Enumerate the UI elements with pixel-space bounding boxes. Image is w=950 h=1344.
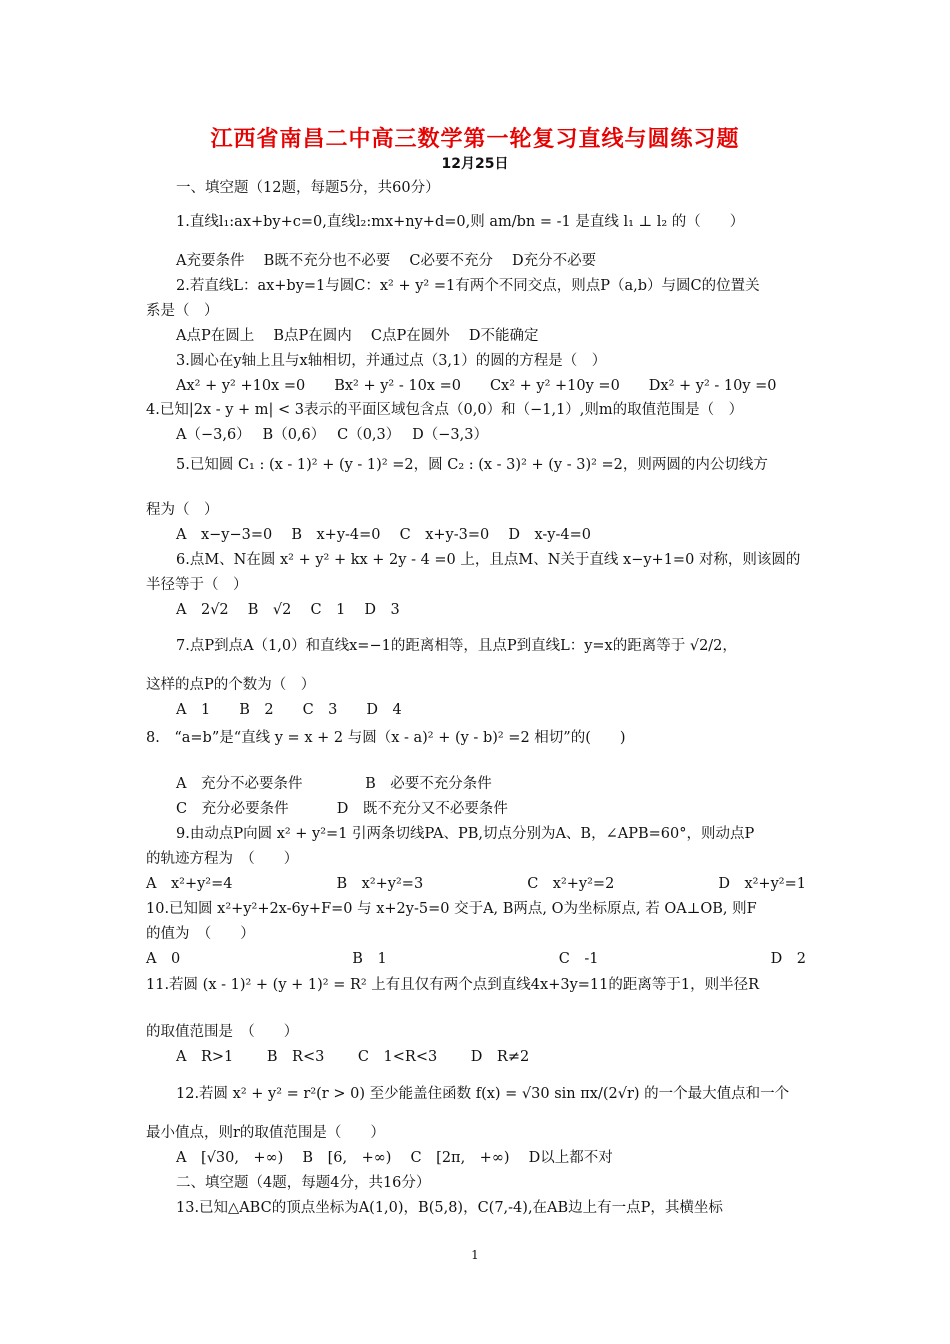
question-8: 8. “a=b”是“直线 y = x + 2 与圆（x - a)² + (y - b)² =2 相切”的( ) xyxy=(146,730,626,746)
section-heading-2: 二、填空题（4题，每题4分，共16分） xyxy=(176,1175,431,1191)
section-heading-1: 一、填空题（12题，每题5分，共60分） xyxy=(176,180,440,196)
question-10-options xyxy=(146,949,806,969)
question-2-line-2: 系是（ ） xyxy=(146,303,219,319)
question-2-options: A点P在圆上 B点P在圆内 C点P在圆外 D不能确定 xyxy=(176,328,539,344)
question-4: 4.已知|2x - y + m| < 3表示的平面区域包含点（0,0）和（−1,1）,则m的取值范围是（ ） xyxy=(146,402,744,418)
question-8-options-2: C 充分必要条件 D 既不充分又不必要条件 xyxy=(176,801,508,817)
question-11-line-1: 11.若圆 (x - 1)² + (y + 1)² = R² 上有且仅有两个点到直线4x+3y=11的距离等于1，则半径R xyxy=(146,977,760,993)
option-b: B x²+y²=3 xyxy=(336,876,424,892)
option-c: C -1 xyxy=(558,951,599,967)
question-3: 3.圆心在y轴上且与x轴相切，并通过点（3,1）的圆的方程是（ ） xyxy=(176,353,607,369)
question-8-options-1: A 充分不必要条件 B 必要不充分条件 xyxy=(176,776,492,792)
question-11-options: A R>1 B R<3 C 1<R<3 D R≠2 xyxy=(176,1049,530,1065)
question-10-line-2: 的值为 （ ） xyxy=(146,926,255,942)
question-6-line-2: 半径等于（ ） xyxy=(146,577,248,593)
question-9-options xyxy=(146,874,806,894)
question-12-line-2: 最小值点，则r的取值范围是（ ） xyxy=(146,1125,385,1141)
question-7-line-1: 7.点P到点A（1,0）和直线x=−1的距离相等，且点P到直线L：y=x的距离等于 √2/2， xyxy=(176,638,737,654)
question-9-line-2: 的轨迹方程为 （ ） xyxy=(146,851,299,867)
question-5-line-2: 程为（ ） xyxy=(146,502,219,518)
question-9-line-1: 9.由动点P向圆 x² + y²=1 引两条切线PA、PB,切点分别为A、B，∠APB=60°，则动点P xyxy=(176,826,755,842)
question-5-options: A x−y−3=0 B x+y-4=0 C x+y-3=0 D x-y-4=0 xyxy=(176,527,591,543)
question-6-options: A 2√2 B √2 C 1 D 3 xyxy=(176,602,400,618)
document-date: 12月25日 xyxy=(441,156,509,172)
question-13: 13.已知△ABC的顶点坐标为A(1,0)，B(5,8)，C(7,-4),在AB边上有一点P，其横坐标 xyxy=(176,1200,723,1216)
question-3-options: Ax² + y² +10x =0 Bx² + y² - 10x =0 Cx² + y² +10y =0 Dx² + y² - 10y =0 xyxy=(176,378,777,394)
option-d: D x²+y²=1 xyxy=(718,876,806,892)
question-10-line-1: 10.已知圆 x²+y²+2x-6y+F=0 与 x+2y-5=0 交于A, B两点, O为坐标原点, 若 OA⊥OB, 则F xyxy=(146,901,757,917)
question-1-options: A充要条件 B既不充分也不必要 C必要不充分 D充分不必要 xyxy=(176,253,597,269)
document-title: 江西省南昌二中高三数学第一轮复习直线与圆练习题 xyxy=(210,127,740,152)
question-6-line-1: 6.点M、N在圆 x² + y² + kx + 2y - 4 =0 上，且点M、N关于直线 x−y+1=0 对称，则该圆的 xyxy=(176,552,801,568)
question-4-options: A（−3,6） B（0,6） C（0,3） D（−3,3） xyxy=(176,427,488,443)
option-a: A x²+y²=4 xyxy=(146,876,233,892)
option-b: B 1 xyxy=(352,951,387,967)
option-a: A 0 xyxy=(146,951,181,967)
question-12-options: A [√30, +∞) B [6, +∞) C [2π, +∞) D以上都不对 xyxy=(176,1150,613,1166)
question-11-line-2: 的取值范围是 （ ） xyxy=(146,1024,299,1040)
question-12-line-1: 12.若圆 x² + y² = r²(r > 0) 至少能盖住函数 f(x) = √30 sin πx/(2√r) 的一个最大值点和一个 xyxy=(176,1086,790,1102)
question-7-line-2: 这样的点P的个数为（ ） xyxy=(146,677,316,693)
option-c: C x²+y²=2 xyxy=(527,876,615,892)
question-7-options: A 1 B 2 C 3 D 4 xyxy=(176,702,402,718)
question-5-line-1: 5.已知圆 C₁ : (x - 1)² + (y - 1)² =2，圆 C₂ : (x - 3)² + (y - 3)² =2，则两圆的内公切线方 xyxy=(176,457,768,473)
question-1: 1.直线l₁:ax+by+c=0,直线l₂:mx+ny+d=0,则 am/bn = -1 是直线 l₁ ⊥ l₂ 的（ ） xyxy=(176,214,745,230)
question-2-line-1: 2.若直线L：ax+by=1与圆C：x² + y² =1有两个不同交点，则点P（a,b）与圆C的位置关 xyxy=(176,278,760,294)
page-number: 1 xyxy=(471,1248,479,1262)
option-d: D 2 xyxy=(770,951,806,967)
